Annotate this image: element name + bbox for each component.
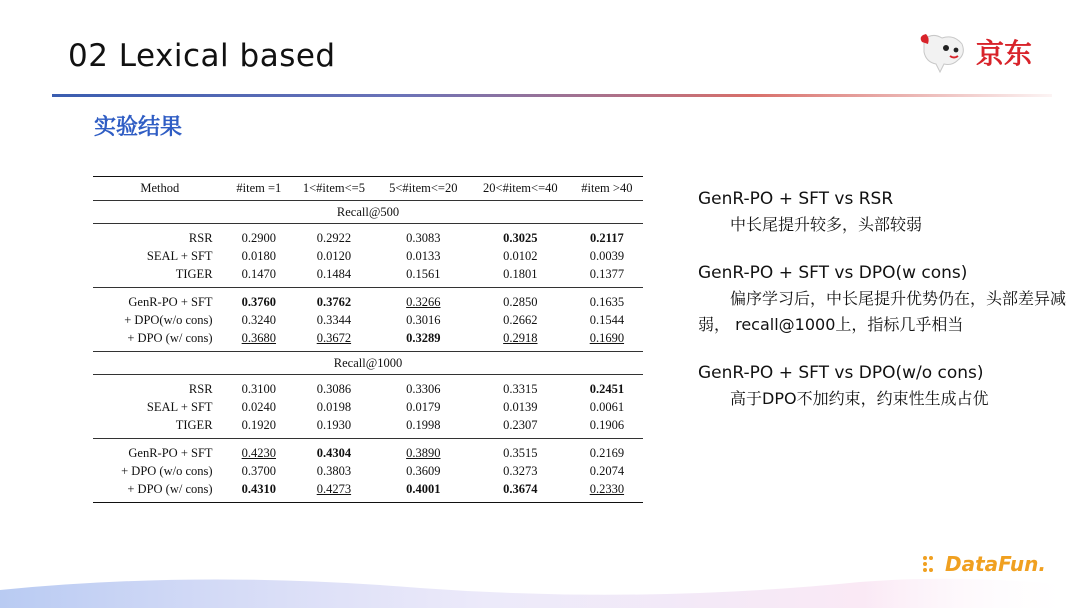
value-cell: 0.0039 [589, 248, 625, 263]
table-body [93, 201, 643, 503]
value-cell: 0.3762 [316, 294, 352, 309]
value-cell: 0.3025 [503, 230, 538, 245]
table-row [93, 398, 643, 416]
value-cell: 0.1377 [571, 265, 643, 288]
value-cell: 0.2169 [589, 445, 625, 460]
value-cell: 0.3680 [227, 329, 292, 352]
table-row [93, 265, 643, 288]
value-cell: 0.2850 [503, 294, 538, 309]
value-cell: 0.1635 [589, 294, 625, 309]
value-cell: 0.0120 [316, 248, 352, 263]
value-cell: 0.3700 [241, 463, 277, 478]
method-cell: SEAL + SFT [146, 248, 213, 263]
note-body: 中长尾提升较多，头部较弱 [730, 215, 923, 234]
value-cell: 0.2922 [316, 230, 352, 245]
table-row [93, 247, 643, 265]
value-cell: 0.3609 [406, 463, 441, 478]
value-cell: 0.3890 [406, 445, 441, 460]
value-cell: 0.3100 [241, 381, 277, 396]
method-cell: GenR-PO + SFT [128, 445, 213, 460]
results-table-container [93, 176, 643, 503]
section-label: Recall@500 [93, 201, 643, 224]
value-cell: 0.2330 [571, 480, 643, 503]
datafun-logo [921, 552, 1046, 576]
section-subtitle: 实验结果 [94, 115, 183, 140]
value-cell: 0.1920 [227, 416, 292, 439]
method-cell: + DPO (w/ cons) [93, 480, 227, 503]
value-cell: 0.4230 [241, 445, 277, 460]
value-cell: 0.1470 [227, 265, 292, 288]
value-cell: 0.1801 [470, 265, 571, 288]
table-header-row [93, 177, 643, 201]
table-row [93, 311, 643, 329]
method-cell: RSR [188, 381, 213, 396]
analysis-notes [698, 186, 1068, 434]
value-cell: 0.0061 [589, 399, 625, 414]
method-cell: SEAL + SFT [146, 399, 213, 414]
method-cell: GenR-PO + SFT [128, 294, 213, 309]
value-cell: 0.3240 [241, 312, 277, 327]
value-cell: 0.3086 [316, 381, 352, 396]
value-cell: 0.0180 [241, 248, 277, 263]
value-cell: 0.1690 [571, 329, 643, 352]
value-cell: 0.0139 [503, 399, 538, 414]
value-cell: 0.2117 [590, 230, 624, 245]
value-cell: 0.2307 [470, 416, 571, 439]
value-cell: 0.3760 [241, 294, 277, 309]
value-cell: 0.3289 [377, 329, 470, 352]
note-block [698, 360, 1068, 412]
value-cell: 0.1544 [589, 312, 625, 327]
table-row [93, 480, 643, 503]
value-cell: 0.0198 [316, 399, 352, 414]
table-row [93, 462, 643, 480]
section-row [93, 201, 643, 224]
column-header: 5<#item<=20 [377, 177, 470, 201]
value-cell: 0.4310 [227, 480, 292, 503]
section-row [93, 352, 643, 375]
value-cell: 0.3315 [503, 381, 538, 396]
note-heading: GenR-PO + SFT vs DPO(w/o cons) [698, 363, 984, 383]
column-header: 1<#item<=5 [291, 177, 377, 201]
method-cell: + DPO (w/ cons) [93, 329, 227, 352]
jd-logo [916, 30, 1032, 74]
value-cell: 0.4273 [291, 480, 377, 503]
value-cell: 0.2662 [503, 312, 538, 327]
datafun-dots-icon [921, 554, 943, 574]
method-cell: RSR [188, 230, 213, 245]
method-cell: + DPO (w/o cons) [121, 463, 213, 478]
value-cell: 0.3672 [291, 329, 377, 352]
value-cell: 0.3515 [503, 445, 538, 460]
jd-dog-icon [916, 30, 970, 74]
table-row [93, 288, 643, 312]
value-cell: 0.1906 [571, 416, 643, 439]
value-cell: 0.3344 [316, 312, 352, 327]
value-cell: 0.4304 [316, 445, 352, 460]
column-header: #item >40 [571, 177, 643, 201]
datafun-logo-text: DataFun. [945, 552, 1046, 576]
value-cell: 0.3266 [406, 294, 441, 309]
value-cell: 0.0179 [406, 399, 441, 414]
column-header: Method [93, 177, 227, 201]
value-cell: 0.3674 [470, 480, 571, 503]
value-cell: 0.3273 [503, 463, 538, 478]
value-cell: 0.1561 [377, 265, 470, 288]
jd-logo-text: 京东 [975, 37, 1032, 70]
note-body: 高于DPO不加约束，约束性生成占优 [730, 389, 989, 408]
table-row [93, 439, 643, 463]
value-cell: 0.3016 [406, 312, 441, 327]
note-block [698, 186, 1068, 238]
value-cell: 0.3803 [316, 463, 352, 478]
note-heading: GenR-PO + SFT vs DPO(w cons) [698, 263, 968, 283]
table-row [93, 416, 643, 439]
table-row [93, 329, 643, 352]
value-cell: 0.2918 [470, 329, 571, 352]
note-body: 偏序学习后，中长尾提升优势仍在，头部差异减弱， recall@1000上，指标几乎相当 [698, 289, 1067, 334]
footer-wave-decoration [0, 560, 1080, 608]
section-label: Recall@1000 [93, 352, 643, 375]
note-heading: GenR-PO + SFT vs RSR [698, 189, 894, 209]
results-table [93, 176, 643, 503]
value-cell: 0.1930 [291, 416, 377, 439]
value-cell: 0.0240 [241, 399, 277, 414]
value-cell: 0.0102 [503, 248, 538, 263]
method-cell: TIGER [93, 265, 227, 288]
column-header: #item =1 [227, 177, 292, 201]
value-cell: 0.2451 [589, 381, 625, 396]
page-title: 02 Lexical based [68, 38, 336, 74]
value-cell: 0.2900 [241, 230, 277, 245]
note-block [698, 260, 1068, 338]
column-header: 20<#item<=40 [470, 177, 571, 201]
value-cell: 0.3083 [406, 230, 441, 245]
table-row [93, 224, 643, 248]
value-cell: 0.2074 [589, 463, 625, 478]
value-cell: 0.4001 [377, 480, 470, 503]
value-cell: 0.3306 [406, 381, 441, 396]
method-cell: TIGER [93, 416, 227, 439]
value-cell: 0.1998 [377, 416, 470, 439]
header-divider [52, 94, 1052, 97]
value-cell: 0.0133 [406, 248, 441, 263]
table-row [93, 375, 643, 399]
method-cell: + DPO(w/o cons) [124, 312, 213, 327]
value-cell: 0.1484 [291, 265, 377, 288]
